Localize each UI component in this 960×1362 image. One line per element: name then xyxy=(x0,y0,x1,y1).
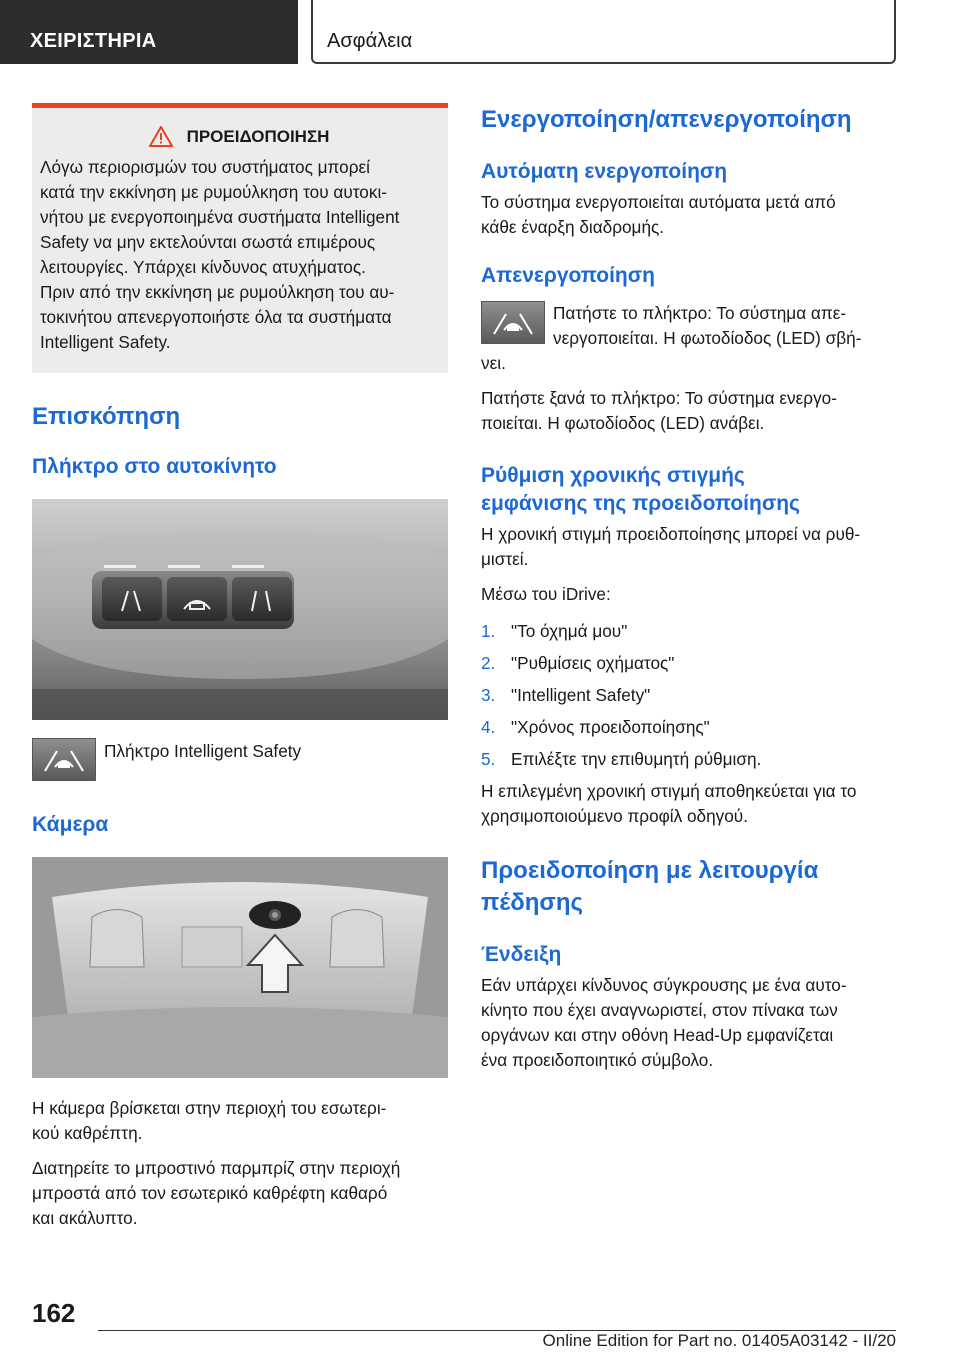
camera-line: κού καθρέπτη. xyxy=(32,1123,143,1143)
list-item xyxy=(481,715,897,740)
warning-box xyxy=(32,103,448,373)
saved-line: Η επιλεγμένη χρονική στιγμή αποθηκεύεται για το xyxy=(481,781,857,801)
deactivation-row xyxy=(481,301,897,351)
chapter-title: Ασφάλεια xyxy=(311,0,896,64)
auto-activation-text xyxy=(481,190,897,240)
indication-text xyxy=(481,973,897,1073)
button-caption: Πλήκτρο Intelligent Safety xyxy=(104,741,302,761)
button-heading: Πλήκτρο στο αυτοκίνητο xyxy=(32,455,277,478)
warning-line: νήτου με ενεργοποιημένα συστήματα Intelligent xyxy=(40,207,400,227)
intelligent-safety-button-icon xyxy=(32,738,96,781)
warning-line: Intelligent Safety. xyxy=(40,332,171,352)
left-column xyxy=(32,103,448,1231)
step-number: 2. xyxy=(481,653,496,673)
auto-line: Το σύστημα ενεργοποιείται αυτόματα μετά από xyxy=(481,192,836,212)
list-item xyxy=(481,683,897,708)
keep-clean-line: και ακάλυπτο. xyxy=(32,1208,138,1228)
warning-text xyxy=(40,155,438,355)
timing-heading-line: εμφάνισης της προειδοποίησης xyxy=(481,492,800,515)
steps-list xyxy=(481,619,897,772)
camera-heading: Κάμερα xyxy=(32,813,109,836)
list-item xyxy=(481,619,897,644)
warning-title-text: ΠΡΟΕΙΔΟΠΟΙΗΣΗ xyxy=(186,126,330,146)
step-text: "Το όχημά μου" xyxy=(511,621,628,641)
keep-clean-text xyxy=(32,1156,448,1231)
deact-line: νεργοποιείται. Η φωτοδίοδος (LED) σβή- xyxy=(553,328,862,348)
braking-heading xyxy=(481,855,897,919)
timing-intro-line: μιστεί. xyxy=(481,549,529,569)
list-item xyxy=(481,747,897,772)
timing-intro-line: Η χρονική στιγμή προειδοποίησης μπορεί να ρυθ- xyxy=(481,524,861,544)
indication-line: οργάνων και στην οθόνη Head-Up εμφανίζεται xyxy=(481,1025,834,1045)
react-line: ποιείται. Η φωτοδίοδος (LED) ανάβει. xyxy=(481,413,765,433)
indication-line: Εάν υπάρχει κίνδυνος σύγκρουσης με ένα αυτο- xyxy=(481,975,847,995)
list-item xyxy=(481,651,897,676)
keep-clean-line: μπροστά από τον εσωτερικό καθρέφτη καθαρό xyxy=(32,1183,388,1203)
deactivation-heading: Απενεργοποίηση xyxy=(481,264,655,287)
deactivation-text xyxy=(553,301,861,351)
intelligent-safety-button-icon xyxy=(481,301,545,344)
right-column xyxy=(481,103,897,1073)
saved-text xyxy=(481,779,897,829)
deactivation-tail: νει. xyxy=(481,353,506,373)
overview-heading: Επισκόπηση xyxy=(32,403,181,430)
step-number: 4. xyxy=(481,717,496,737)
activation-heading: Ενεργοποίηση/απενεργοποίηση xyxy=(481,106,852,133)
camera-location-text xyxy=(32,1096,448,1146)
braking-heading-line: Προειδοποίηση με λειτουργία xyxy=(481,857,819,884)
auto-activation-heading: Αυτόματη ενεργοποίηση xyxy=(481,160,728,183)
saved-line: χρησιμοποιούμενο προφίλ οδηγού. xyxy=(481,806,748,826)
warning-triangle-icon xyxy=(149,126,173,147)
indication-heading: Ένδειξη xyxy=(481,943,562,966)
warning-line: κατά την εκκίνηση με ρυμούλκηση του αυτοκι- xyxy=(40,182,387,202)
warning-title xyxy=(40,126,438,147)
step-text: "Ρυθμίσεις οχήματος" xyxy=(511,653,675,673)
timing-heading-line: Ρύθμιση χρονικής στιγμής xyxy=(481,464,745,487)
step-text: "Intelligent Safety" xyxy=(511,685,651,705)
indication-line: ένα προειδοποιητικό σύμβολο. xyxy=(481,1050,714,1070)
step-text: "Χρόνος προειδοποίησης" xyxy=(511,717,710,737)
step-number: 3. xyxy=(481,685,496,705)
timing-heading xyxy=(481,462,897,518)
keep-clean-line: Διατηρείτε το μπροστινό παρμπρίζ στην περιοχή xyxy=(32,1158,401,1178)
warning-line: Πριν από την εκκίνηση με ρυμούλκηση του αυ- xyxy=(40,282,395,302)
warning-line: τοκινήτου απενεργοποιήστε όλα τα συστήματα xyxy=(40,307,392,327)
camera-line: Η κάμερα βρίσκεται στην περιοχή του εσωτερι- xyxy=(32,1098,387,1118)
react-line: Πατήστε ξανά το πλήκτρο: Το σύστημα ενεργο- xyxy=(481,388,837,408)
warning-line: λειτουργίες. Υπάρχει κίνδυνος ατυχήματος. xyxy=(40,257,366,277)
step-text: Επιλέξτε την επιθυμητή ρύθμιση. xyxy=(511,749,762,769)
section-tab: ΧΕΙΡΙΣΤΗΡΙΑ xyxy=(0,0,298,64)
warning-line: Λόγω περιορισμών του συστήματος μπορεί xyxy=(40,157,370,177)
indication-line: κίνητο που έχει αναγνωριστεί, στον πίνακα των xyxy=(481,1000,838,1020)
braking-heading-line: πέδησης xyxy=(481,889,583,916)
button-panel-photo xyxy=(32,499,448,720)
step-number: 1. xyxy=(481,621,496,641)
reactivation-text xyxy=(481,386,897,436)
camera-photo xyxy=(32,857,448,1078)
timing-intro xyxy=(481,522,897,572)
idrive-text: Μέσω του iDrive: xyxy=(481,584,611,604)
warning-line: Safety να μην εκτελούνται σωστά επιμέρους xyxy=(40,232,376,252)
auto-line: κάθε έναρξη διαδρομής. xyxy=(481,217,665,237)
edition-text: Online Edition for Part no. 01405A03142 - II/20 xyxy=(542,1331,896,1350)
step-number: 5. xyxy=(481,749,496,769)
page-number: 162 xyxy=(32,1298,76,1328)
deact-line: Πατήστε το πλήκτρο: Το σύστημα απε- xyxy=(553,303,847,323)
button-caption-row xyxy=(32,738,448,781)
